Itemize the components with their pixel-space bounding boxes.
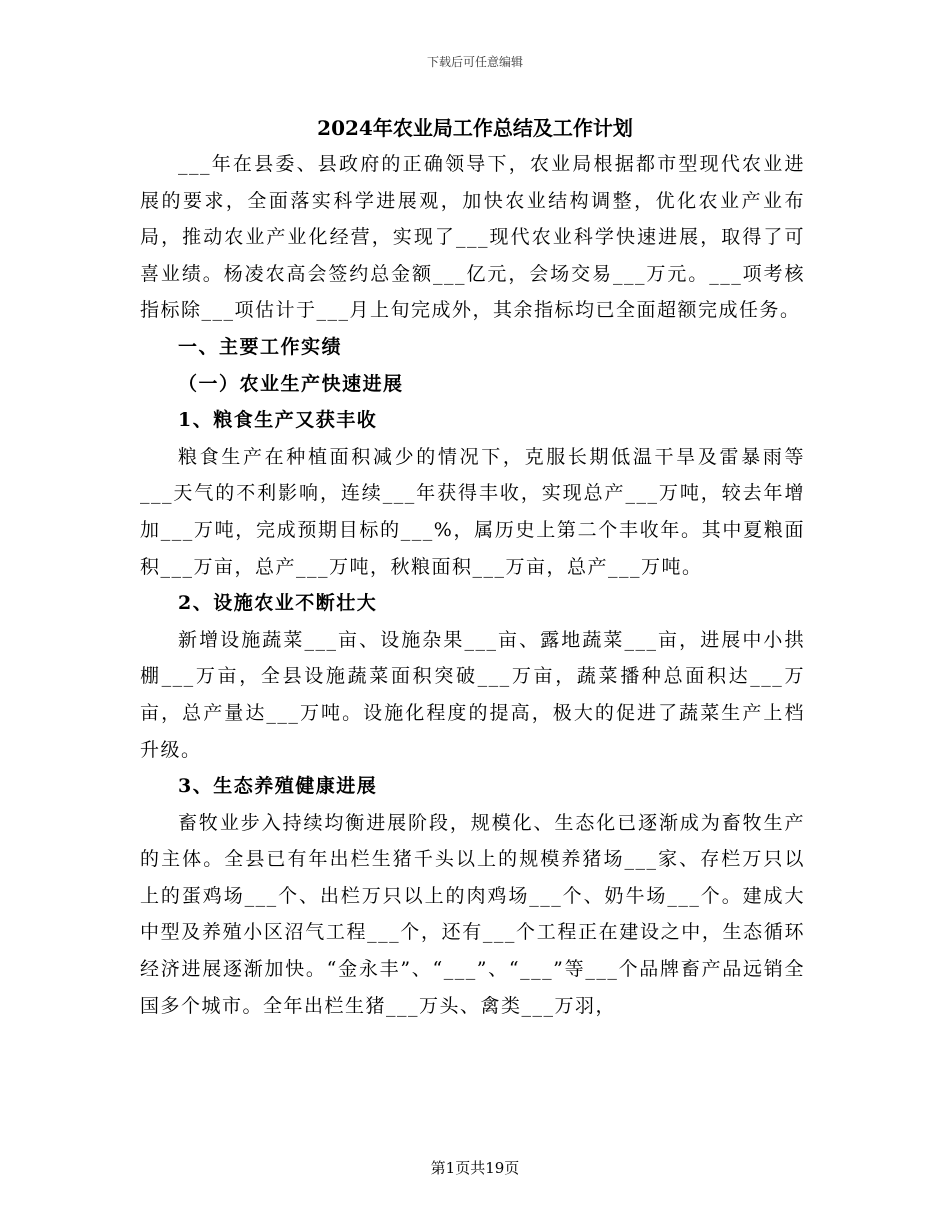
document-body: [140, 146, 805, 1024]
item-heading-facility: 2、设施农业不断壮大: [178, 592, 378, 615]
facility-paragraph: 新增设施蔬菜___亩、设施杂果___亩、露地蔬菜___亩，进展中小拱棚___万亩，全县设施蔬菜面积突破___万亩，蔬菜播种总面积达___万亩，总产量达___万吨。设施化程度的提高，极大的促进了蔬菜生产上档升级。: [140, 628, 805, 761]
item-heading-grain: 1、粮食生产又获丰收: [178, 409, 378, 432]
header-note: 下载后可任意编辑: [426, 55, 523, 69]
intro-paragraph: ___年在县委、县政府的正确领导下，农业局根据都市型现代农业进展的要求，全面落实科学进展观，加快农业结构调整，优化农业产业布局，推动农业产业化经营，实现了___现代农业科学快速进展，取得了可喜业绩。杨凌农高会签约总金额___亿元，会场交易___万元。___项考核指标除___项估计于___月上旬完成外，其余指标均已全面超额完成任务。: [140, 153, 805, 322]
livestock-paragraph: 畜牧业步入持续均衡进展阶段，规模化、生态化已逐渐成为畜牧生产的主体。全县已有年出栏生猪千头以上的规模养猪场___家、存栏万只以上的蛋鸡场___个、出栏万只以上的肉鸡场___个、奶牛场___个。建成大中型及养殖小区沼气工程___个，还有___个工程正在建设之中，生态循环经济进展逐渐加快。“金永丰”、“___”、“___”等___个品牌畜产品远销全国多个城市。全年出栏生猪___万头、禽类___万羽，: [140, 811, 805, 1017]
page-number-footer: 第1页共19页: [430, 1159, 520, 1177]
document-title: 2024年农业局工作总结及工作计划: [317, 116, 633, 140]
grain-paragraph: 粮食生产在种植面积减少的情况下，克服长期低温干旱及雷暴雨等___天气的不利影响，连续___年获得丰收，实现总产___万吨，较去年增加___万吨，完成预期目标的___%，属历史上第二个丰收年。其中夏粮面积___万亩，总产___万吨，秋粮面积___万亩，总产___万吨。: [140, 445, 805, 578]
item-heading-livestock: 3、生态养殖健康进展: [178, 775, 378, 798]
section-heading-main-achievements: 一、主要工作实绩: [178, 335, 343, 358]
subsection-heading-production: （一）农业生产快速进展: [178, 372, 404, 395]
